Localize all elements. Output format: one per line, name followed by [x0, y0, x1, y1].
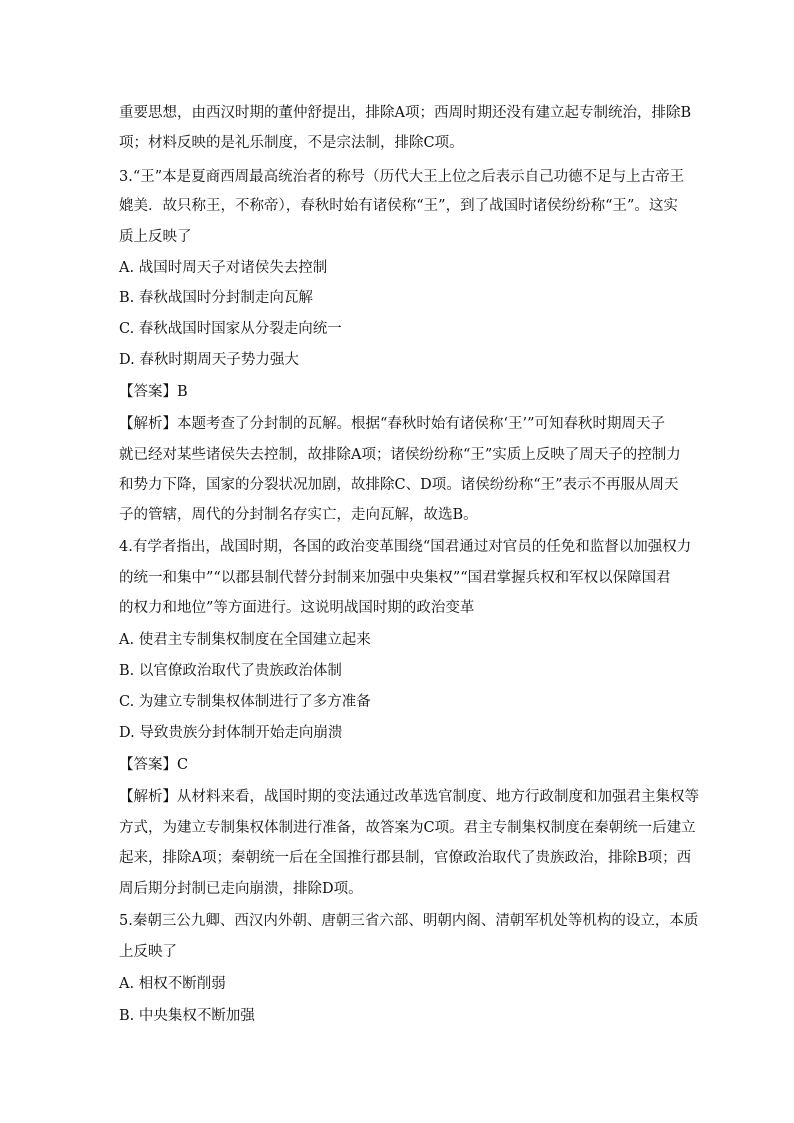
- text-line: 重要思想，由西汉时期的董仲舒提出，排除A项；西周时期还没有建立起专制统治，排除B: [119, 105, 692, 121]
- text-line: 子的管辖，周代的分封制名存实亡，走向瓦解，故选B。: [119, 507, 478, 523]
- option-b: B. 春秋战国时分封制走向瓦解: [119, 290, 313, 306]
- text-line: 项；材料反映的是礼乐制度，不是宗法制，排除C项。: [119, 135, 464, 151]
- option-a: A. 使君主专制集权制度在全国建立起来: [119, 632, 371, 648]
- option-d: D. 导致贵族分封体制开始走向崩溃: [119, 725, 343, 741]
- text-line: 就已经对某些诸侯失去控制，故排除A项；诸侯纷纷称“王”实质上反映了周天子的控制力: [119, 447, 681, 463]
- option-a: A. 相权不断削弱: [119, 976, 226, 992]
- answer-line: 【答案】C: [119, 757, 189, 773]
- answer-line: 【答案】B: [119, 384, 188, 400]
- text-line: 和势力下降，国家的分裂状况加剧，故排除C、D项。诸侯纷纷称“王”表示不再服从周天: [119, 477, 679, 493]
- text-line: 媲美．故只称王，不称帝），春秋时始有诸侯称“王”，到了战国时诸侯纷纷称“王”。这实: [119, 198, 678, 214]
- text-line: 起来，排除A项；秦朝统一后在全国推行郡县制，官僚政治取代了贵族政治，排除B项；西: [119, 850, 692, 866]
- analysis-line: 【解析】从材料来看，战国时期的变法通过改革选官制度、地方行政制度和加强君主集权等: [119, 789, 699, 805]
- text-line: 质上反映了: [119, 229, 192, 245]
- option-b: B. 以官僚政治取代了贵族政治体制: [119, 663, 342, 679]
- question-5-stem: 5.秦朝三公九卿、西汉内外朝、唐朝三省六部、明朝内阁、清朝军机处等机构的设立，本质: [119, 913, 699, 929]
- option-b: B. 中央集权不断加强: [119, 1008, 255, 1024]
- option-d: D. 春秋时期周天子势力强大: [119, 352, 299, 368]
- question-3-stem: 3.“王”本是夏商西周最高统治者的称号（历代大王上位之后表示自己功德不足与上古帝王: [119, 169, 685, 185]
- text-line: 的权力和地位”等方面进行。这说明战国时期的政治变革: [119, 600, 475, 616]
- question-4-stem: 4.有学者指出，战国时期，各国的政治变革围绕“国君通过对官员的任免和监督以加强权力: [119, 539, 692, 555]
- text-line: 周后期分封制已走向崩溃，排除D项。: [119, 881, 363, 897]
- text-line: 方式，为建立专制集权体制进行准备，故答案为C项。君主专制集权制度在秦朝统一后建立: [119, 820, 696, 836]
- option-a: A. 战国时周天子对诸侯失去控制: [119, 260, 328, 276]
- option-c: C. 为建立专制集权体制进行了多方准备: [119, 694, 371, 710]
- option-c: C. 春秋战国时国家从分裂走向统一: [119, 321, 342, 337]
- text-line: 的统一和集中”“以郡县制代替分封制来加强中央集权”“国君掌握兵权和军权以保障国君: [119, 570, 671, 586]
- text-line: 上反映了: [119, 944, 177, 960]
- analysis-line: 【解析】本题考查了分封制的瓦解。根据“春秋时始有诸侯称‘王’”可知春秋时期周天子: [119, 416, 666, 432]
